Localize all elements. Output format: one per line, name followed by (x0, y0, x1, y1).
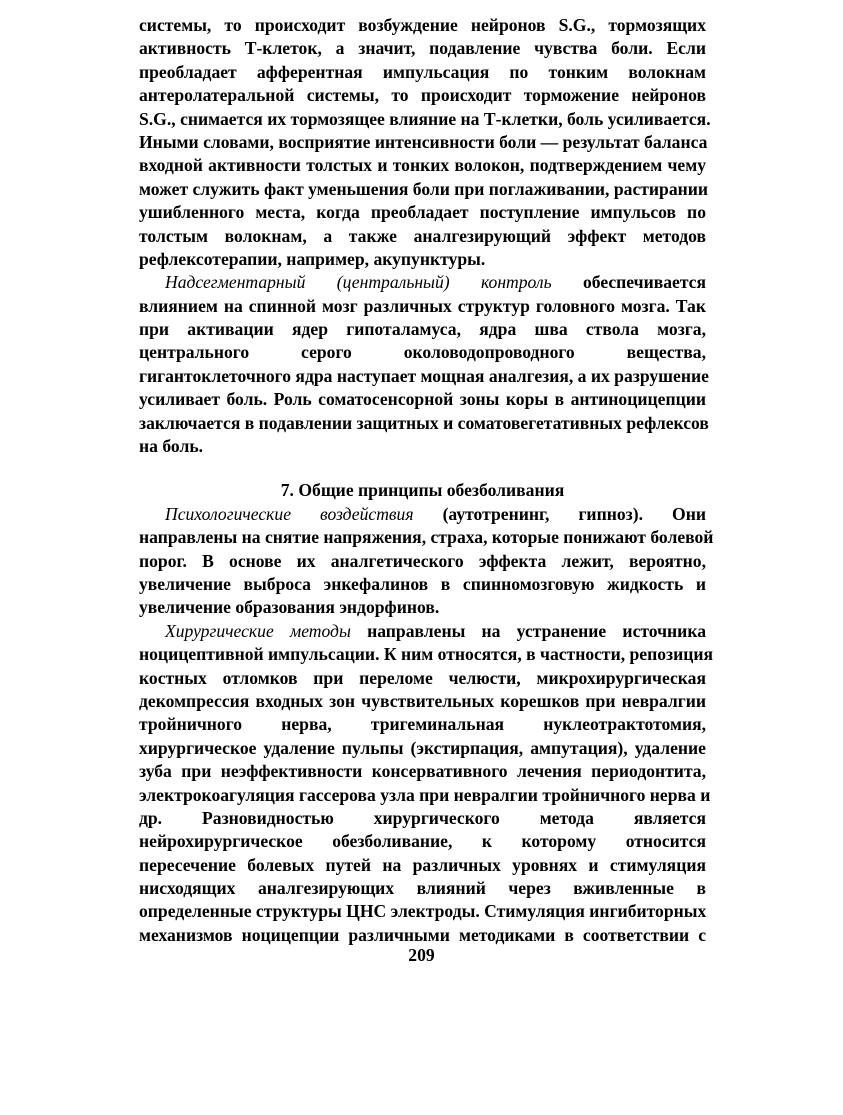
text-line: определенные структуры ЦНС электроды. Стимуляция ингибиторных (139, 901, 707, 922)
text-line: при активации ядер гипоталамуса, ядра шва ствола мозга, (139, 319, 706, 340)
italic-term: Надсегментарный (центральный) контроль (165, 272, 552, 293)
text-line: нейрохирургическое обезболивание, к которому относится (139, 831, 706, 852)
text-line: заключается в подавлении защитных и соматовегетативных рефлексов (139, 412, 709, 433)
text-fragment: направлены на устранение источника (350, 620, 706, 641)
text-line: зуба при неэффективности консервативного лечения периодонтита, (139, 761, 706, 782)
text-line: влиянием на спинной мозг различных структур головного мозга. Так (139, 295, 706, 316)
text-line: S.G., снимается их тормозящее влияние на Т-клетки, боль усиливается. (139, 108, 711, 129)
text-line: электрокоагуляция гассерова узла при невралгии тройничного нерва и (139, 784, 711, 805)
text-line: рефлексотерапии, например, акупунктуры. (139, 248, 486, 269)
page-number: 209 (408, 945, 435, 965)
paragraph-first-line (139, 271, 706, 294)
text-line: на боль. (139, 436, 204, 457)
text-line: тройничного нерва, тригеминальная нуклеотрактотомия, (139, 714, 706, 735)
paragraph-psychological (139, 503, 714, 620)
text-line: ушибленного места, когда преобладает поступление импульсов по (139, 202, 706, 223)
text-fragment: обеспечивается (551, 272, 707, 293)
text-line: порог. В основе их аналгетического эффекта лежит, вероятно, (139, 550, 706, 571)
italic-term: Психологические воздействия (165, 503, 414, 524)
page-body (139, 14, 714, 947)
paragraph-gate-control (139, 14, 711, 271)
text-line: механизмов ноцицепции различными методиками в соответствии с (139, 924, 706, 945)
text-line: центрального серого околоводопроводного вещества, (139, 342, 706, 363)
text-line: увеличение выброса энкефалинов в спинномозговую жидкость и (139, 573, 706, 594)
text-line: пересечение болевых путей на различных уровнях и стимуляция (139, 854, 706, 875)
section-heading: 7. Общие принципы обезболивания (280, 480, 565, 501)
text-line: гигантоклеточного ядра наступает мощная аналгезия, а их разрушение (139, 365, 709, 386)
text-line: Иными словами, восприятие интенсивности боли — результат баланса (139, 131, 708, 152)
text-line: может служить факт уменьшения боли при поглаживании, растирании (139, 178, 709, 199)
text-line: входной активности толстых и тонких волокон, подтверждением чему (139, 155, 706, 176)
text-line: направлены на снятие напряжения, страха, которые понижают болевой (139, 527, 714, 548)
text-line: ноцицептивной импульсации. К ним относятся, в частности, репозиция (139, 644, 714, 665)
text-line: активность Т-клеток, а значит, подавление чувства боли. Если (139, 38, 706, 59)
text-line: преобладает афферентная импульсация по тонким волокнам (139, 61, 706, 82)
paragraph-surgical (139, 620, 714, 947)
text-line: усиливает боль. Роль соматосенсорной зоны коры в антиноцицепции (139, 389, 706, 410)
text-line: костных отломков при переломе челюсти, микрохирургическая (139, 667, 706, 688)
paragraph-first-line (139, 503, 706, 526)
text-line: увеличение образования эндорфинов. (139, 597, 440, 618)
text-line: системы, то происходит возбуждение нейронов S.G., тормозящих (139, 15, 706, 35)
text-fragment: (аутотренинг, гипноз). Они (413, 503, 706, 524)
text-line: хирургическое удаление пульпы (экстирпация, ампутация), удаление (139, 737, 706, 758)
paragraph-suprasegmental-control (139, 271, 709, 458)
text-line: антеролатеральной системы, то происходит торможение нейронов (139, 85, 706, 106)
text-line: толстым волокнам, а также аналгезирующий эффект методов (139, 225, 706, 246)
paragraph-first-line (139, 620, 706, 643)
text-line: нисходящих аналгезирующих влияний через вживленные в (139, 878, 706, 899)
italic-term: Хирургические методы (165, 620, 351, 641)
text-line: др. Разновидностью хирургического метода является (139, 807, 706, 828)
text-line: декомпрессия входных зон чувствительных корешков при невралгии (139, 690, 706, 711)
